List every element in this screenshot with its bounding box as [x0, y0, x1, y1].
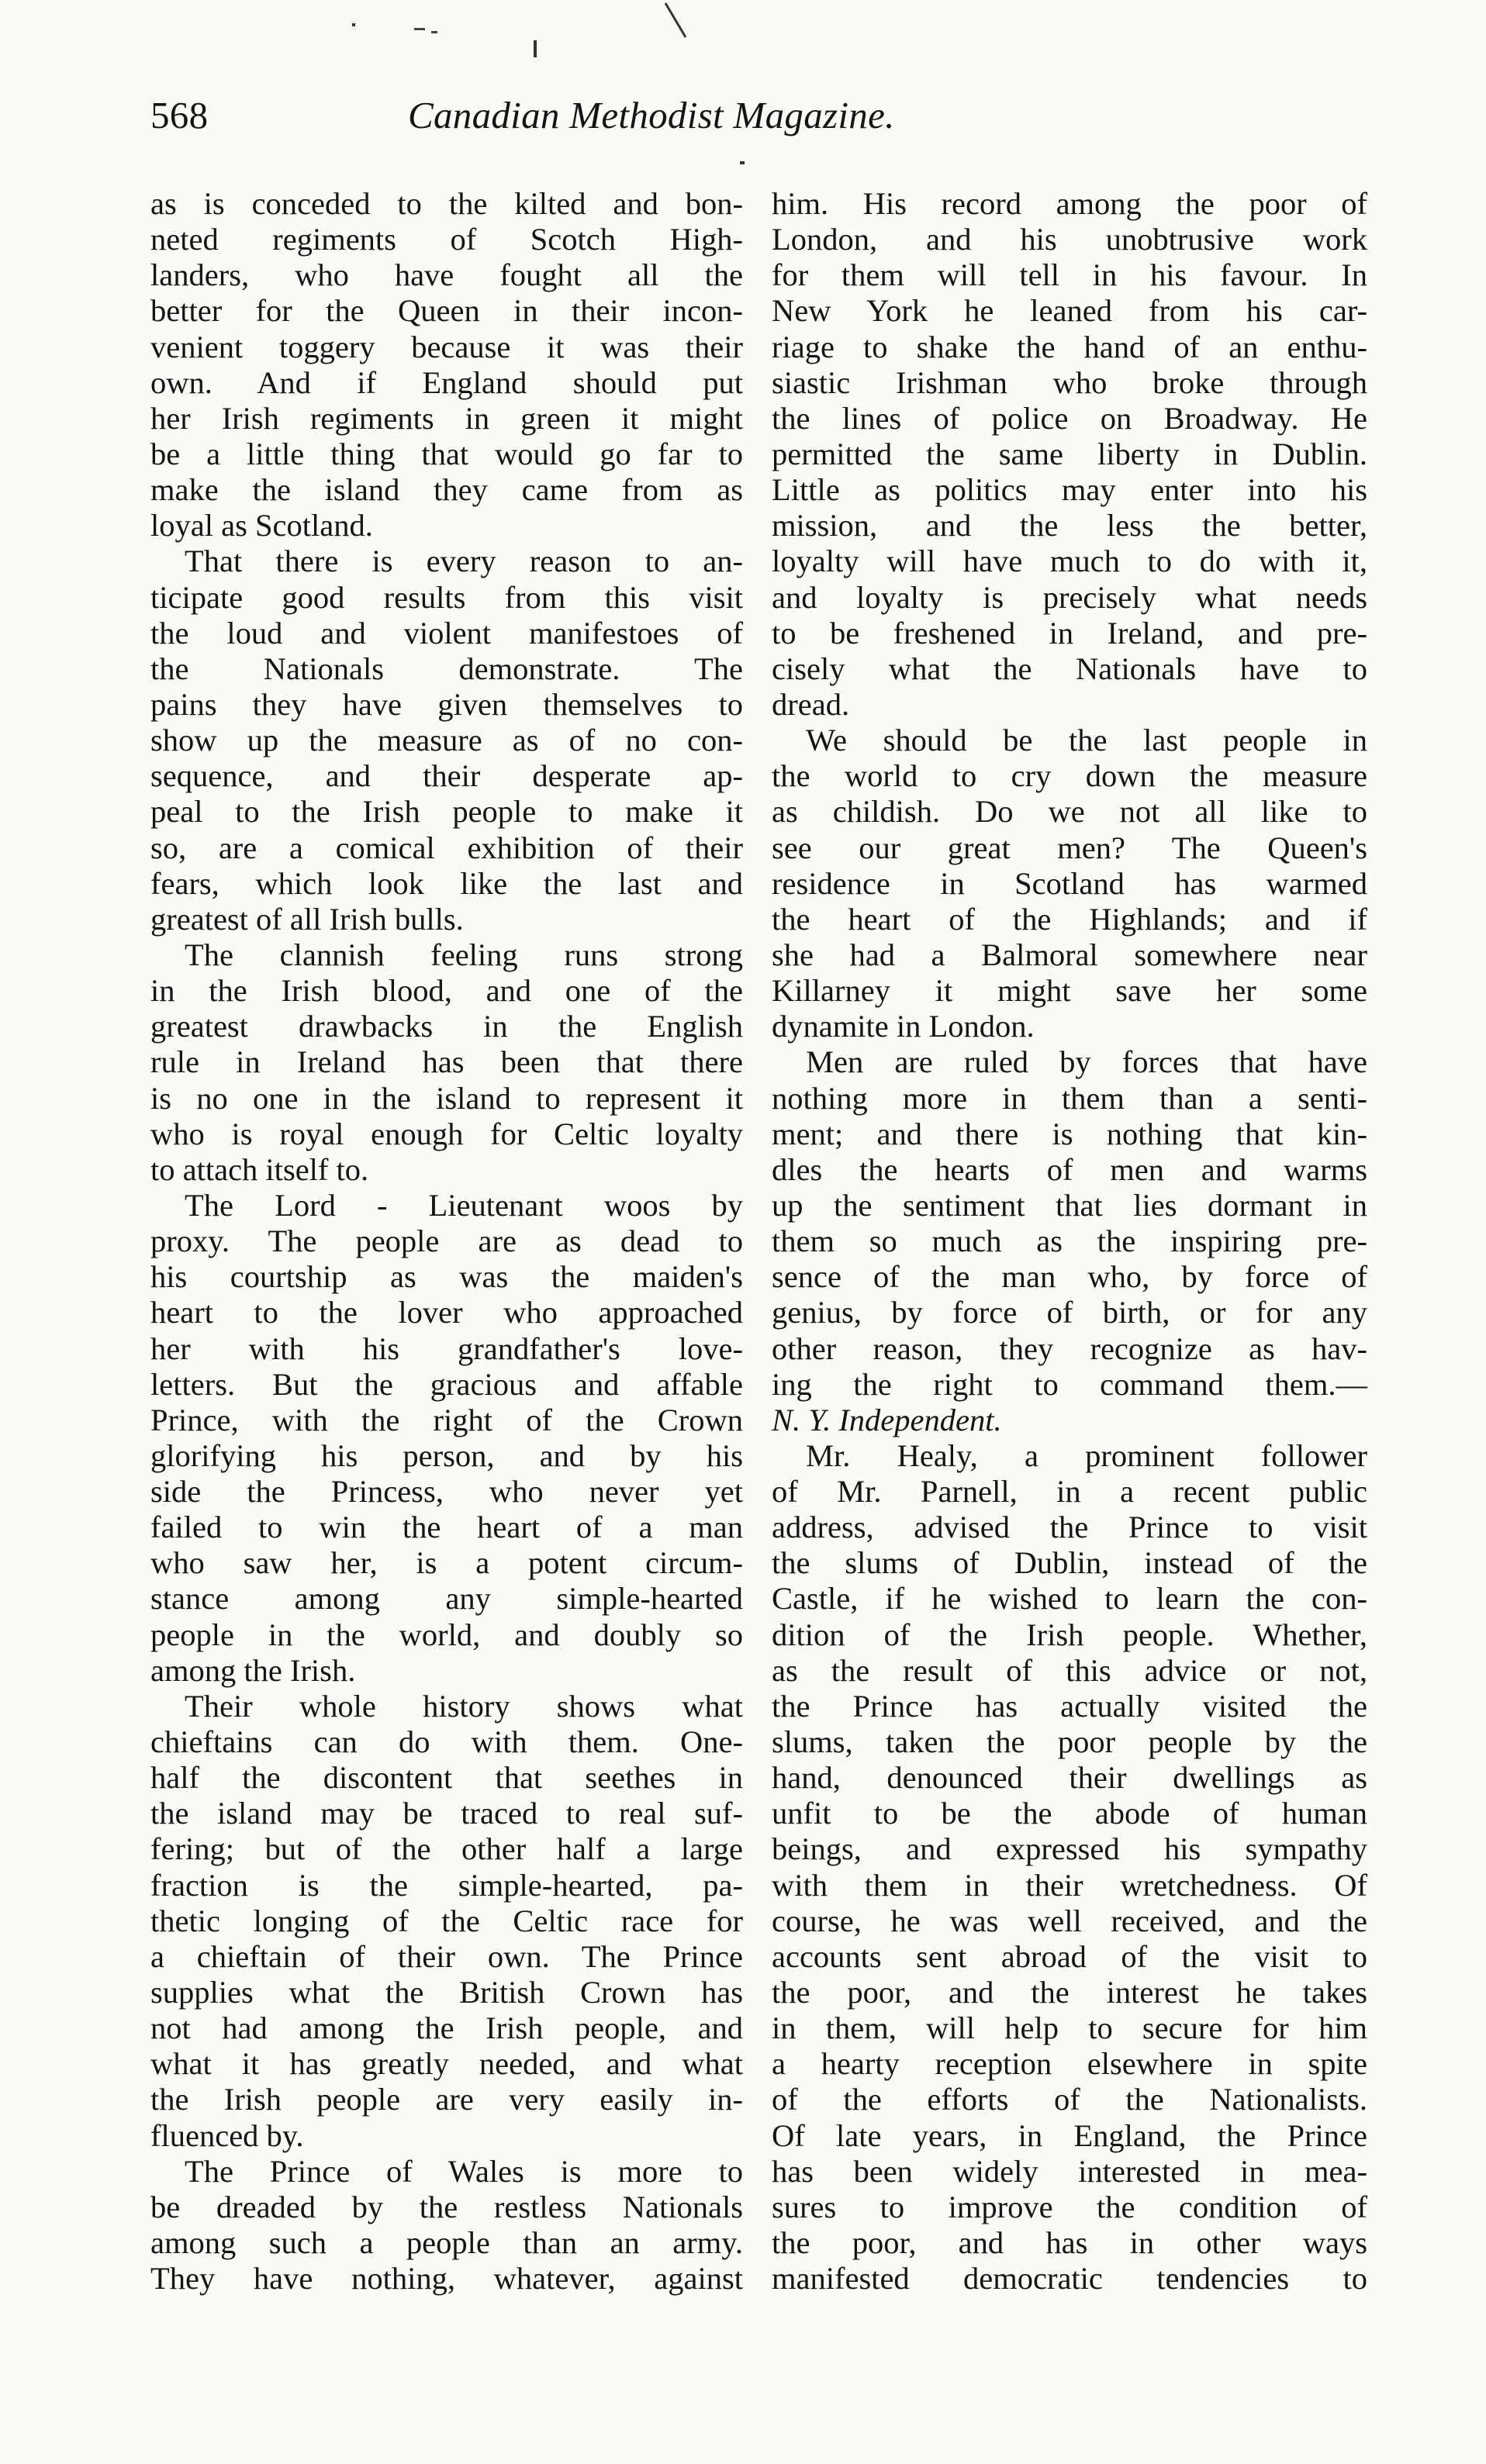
- text-line: landers, who have fought all the: [150, 257, 743, 293]
- text-line: see our great men? The Queen's: [772, 830, 1367, 865]
- text-line: as is conceded to the kilted and bon-: [150, 186, 743, 221]
- text-line: address, advised the Prince to visit: [772, 1510, 1367, 1545]
- text-line: his courtship as was the maiden's: [150, 1259, 743, 1295]
- text-line: not had among the Irish people, and: [150, 2010, 743, 2046]
- text-line: ticipate good results from this visit: [150, 579, 743, 615]
- text-line: she had a Balmoral somewhere near: [772, 937, 1367, 972]
- text-line: who is royal enough for Celtic loyalty: [150, 1116, 743, 1151]
- text-line: mission, and the less the better,: [772, 508, 1367, 544]
- text-line: siastic Irishman who broke through: [772, 364, 1367, 400]
- text-line: make the island they came from as: [150, 472, 743, 508]
- text-line: other reason, they recognize as hav-: [772, 1330, 1367, 1366]
- text-line: half the discontent that seethes in: [150, 1760, 743, 1796]
- text-line: up the sentiment that lies dormant in: [772, 1187, 1367, 1223]
- paragraph-first-line: That there is every reason to an-: [185, 544, 743, 579]
- text-line: glorifying his person, and by his: [150, 1437, 743, 1473]
- text-line: Of late years, in England, the Prince: [772, 2117, 1367, 2153]
- text-line: venient toggery because it was their: [150, 329, 743, 364]
- text-line: fraction is the simple-hearted, pa-: [150, 1867, 743, 1903]
- text-line: unfit to be the abode of human: [772, 1796, 1367, 1831]
- text-line: Prince, with the right of the Crown: [150, 1402, 743, 1437]
- text-line: the Nationals demonstrate. The: [150, 651, 743, 686]
- text-line: proxy. The people are as dead to: [150, 1223, 743, 1259]
- text-line: to attach itself to.: [150, 1151, 369, 1187]
- text-line: cisely what the Nationals have to: [772, 651, 1367, 686]
- paragraph-first-line: The clannish feeling runs strong: [185, 937, 743, 972]
- text-line: greatest drawbacks in the English: [150, 1009, 743, 1044]
- right-column: [772, 186, 1367, 2297]
- text-line: fluenced by.: [150, 2117, 304, 2153]
- text-line: show up the measure as of no con-: [150, 723, 743, 758]
- text-line: Little as politics may enter into his: [772, 472, 1367, 508]
- text-line: sequence, and their desperate ap-: [150, 758, 743, 794]
- text-line: so, are a comical exhibition of their: [150, 830, 743, 865]
- text-line: loyal as Scotland.: [150, 508, 373, 544]
- text-line: the world to cry down the measure: [772, 758, 1367, 794]
- text-line: who saw her, is a potent circum-: [150, 1545, 743, 1581]
- text-line: beings, and expressed his sympathy: [772, 1831, 1367, 1867]
- text-line: neted regiments of Scotch High-: [150, 222, 743, 257]
- text-line: fears, which look like the last and: [150, 865, 743, 901]
- text-line: residence in Scotland has warmed: [772, 865, 1367, 901]
- text-line: be a little thing that would go far to: [150, 436, 743, 471]
- text-line: rule in Ireland has been that there: [150, 1044, 743, 1080]
- text-line: the poor, and has in other ways: [772, 2225, 1367, 2261]
- text-line: manifested democratic tendencies to: [772, 2261, 1367, 2297]
- text-line: them so much as the inspiring pre-: [772, 1223, 1367, 1259]
- text-line: side the Princess, who never yet: [150, 1474, 743, 1510]
- text-line: dread.: [772, 686, 850, 722]
- text-line: Killarney it might save her some: [772, 973, 1367, 1009]
- text-line: what it has greatly needed, and what: [150, 2046, 743, 2082]
- paragraph-first-line: The Lord - Lieutenant woos by: [185, 1187, 743, 1223]
- text-line: the Irish people are very easily in-: [150, 2082, 743, 2117]
- text-line: supplies what the British Crown has: [150, 1975, 743, 2010]
- text-line: permitted the same liberty in Dublin.: [772, 436, 1367, 471]
- text-line: the slums of Dublin, instead of the: [772, 1545, 1367, 1581]
- text-line: hand, denounced their dwellings as: [772, 1760, 1367, 1796]
- text-line: in them, will help to secure for him: [772, 2010, 1367, 2046]
- text-line: ment; and there is nothing that kin-: [772, 1116, 1367, 1151]
- running-header: [150, 93, 1360, 155]
- text-line: chieftains can do with them. One-: [150, 1724, 743, 1760]
- text-line: of the efforts of the Nationalists.: [772, 2082, 1367, 2117]
- text-line: fering; but of the other half a large: [150, 1831, 743, 1867]
- text-line: sence of the man who, by force of: [772, 1259, 1367, 1295]
- text-line: pains they have given themselves to: [150, 686, 743, 722]
- text-line: dition of the Irish people. Whether,: [772, 1617, 1367, 1652]
- text-line: peal to the Irish people to make it: [150, 794, 743, 830]
- text-line: the island may be traced to real suf-: [150, 1796, 743, 1831]
- page-number: 568: [150, 94, 209, 136]
- text-line: the heart of the Highlands; and if: [772, 901, 1367, 937]
- text-line: thetic longing of the Celtic race for: [150, 1903, 743, 1938]
- paragraph-first-line: We should be the last people in: [806, 723, 1367, 758]
- text-line: a chieftain of their own. The Prince: [150, 1938, 743, 1974]
- text-line: for them will tell in his favour. In: [772, 257, 1367, 293]
- text-line: a hearty reception elsewhere in spite: [772, 2046, 1367, 2082]
- text-line: dynamite in London.: [772, 1009, 1035, 1044]
- text-line: in the Irish blood, and one of the: [150, 973, 743, 1009]
- text-line: N. Y. Independent.: [772, 1402, 1002, 1437]
- text-line: loyalty will have much to do with it,: [772, 544, 1367, 579]
- text-line: dles the hearts of men and warms: [772, 1151, 1367, 1187]
- left-column: [150, 186, 743, 2297]
- text-line: course, he was well received, and the: [772, 1903, 1367, 1938]
- text-line: sures to improve the condition of: [772, 2189, 1367, 2224]
- text-line: the Prince has actually visited the: [772, 1688, 1367, 1724]
- text-line: to be freshened in Ireland, and pre-: [772, 615, 1367, 651]
- text-line: failed to win the heart of a man: [150, 1510, 743, 1545]
- text-line: her with his grandfather's love-: [150, 1330, 743, 1366]
- text-line: slums, taken the poor people by the: [772, 1724, 1367, 1760]
- text-line: him. His record among the poor of: [772, 186, 1367, 221]
- text-line: riage to shake the hand of an enthu-: [772, 329, 1367, 364]
- paragraph-first-line: Mr. Healy, a prominent follower: [806, 1437, 1367, 1473]
- text-line: New York he leaned from his car-: [772, 293, 1367, 329]
- running-head: Canadian Methodist Magazine.: [408, 94, 895, 136]
- text-line: with them in their wretchedness. Of: [772, 1867, 1367, 1903]
- text-line: as the result of this advice or not,: [772, 1652, 1367, 1688]
- text-line: people in the world, and doubly so: [150, 1617, 743, 1652]
- text-line: heart to the lover who approached: [150, 1295, 743, 1330]
- text-line: letters. But the gracious and affable: [150, 1366, 743, 1402]
- paragraph-first-line: Their whole history shows what: [185, 1688, 743, 1724]
- text-line: her Irish regiments in green it might: [150, 400, 743, 436]
- text-line: ing the right to command them.—: [772, 1366, 1367, 1402]
- text-line: as childish. Do we not all like to: [772, 794, 1367, 830]
- paragraph-first-line: Men are ruled by forces that have: [806, 1044, 1367, 1080]
- text-line: and loyalty is precisely what needs: [772, 579, 1367, 615]
- text-line: Castle, if he wished to learn the con-: [772, 1581, 1367, 1617]
- text-line: the loud and violent manifestoes of: [150, 615, 743, 651]
- text-line: the poor, and the interest he takes: [772, 1975, 1367, 2010]
- text-line: greatest of all Irish bulls.: [150, 901, 464, 937]
- text-line: the lines of police on Broadway. He: [772, 400, 1367, 436]
- text-line: be dreaded by the restless Nationals: [150, 2189, 743, 2224]
- text-line: of Mr. Parnell, in a recent public: [772, 1474, 1367, 1510]
- text-line: among the Irish.: [150, 1652, 356, 1688]
- text-line: They have nothing, whatever, against: [150, 2261, 743, 2297]
- text-line: has been widely interested in mea-: [772, 2153, 1367, 2189]
- text-line: better for the Queen in their incon-: [150, 293, 743, 329]
- text-line: is no one in the island to represent it: [150, 1080, 743, 1116]
- text-line: accounts sent abroad of the visit to: [772, 1938, 1367, 1974]
- text-line: genius, by force of birth, or for any: [772, 1295, 1367, 1330]
- text-line: stance among any simple-hearted: [150, 1581, 743, 1617]
- text-line: nothing more in them than a senti-: [772, 1080, 1367, 1116]
- text-line: own. And if England should put: [150, 364, 743, 400]
- paragraph-first-line: The Prince of Wales is more to: [185, 2153, 743, 2189]
- text-line: among such a people than an army.: [150, 2225, 743, 2261]
- text-line: London, and his unobtrusive work: [772, 222, 1367, 257]
